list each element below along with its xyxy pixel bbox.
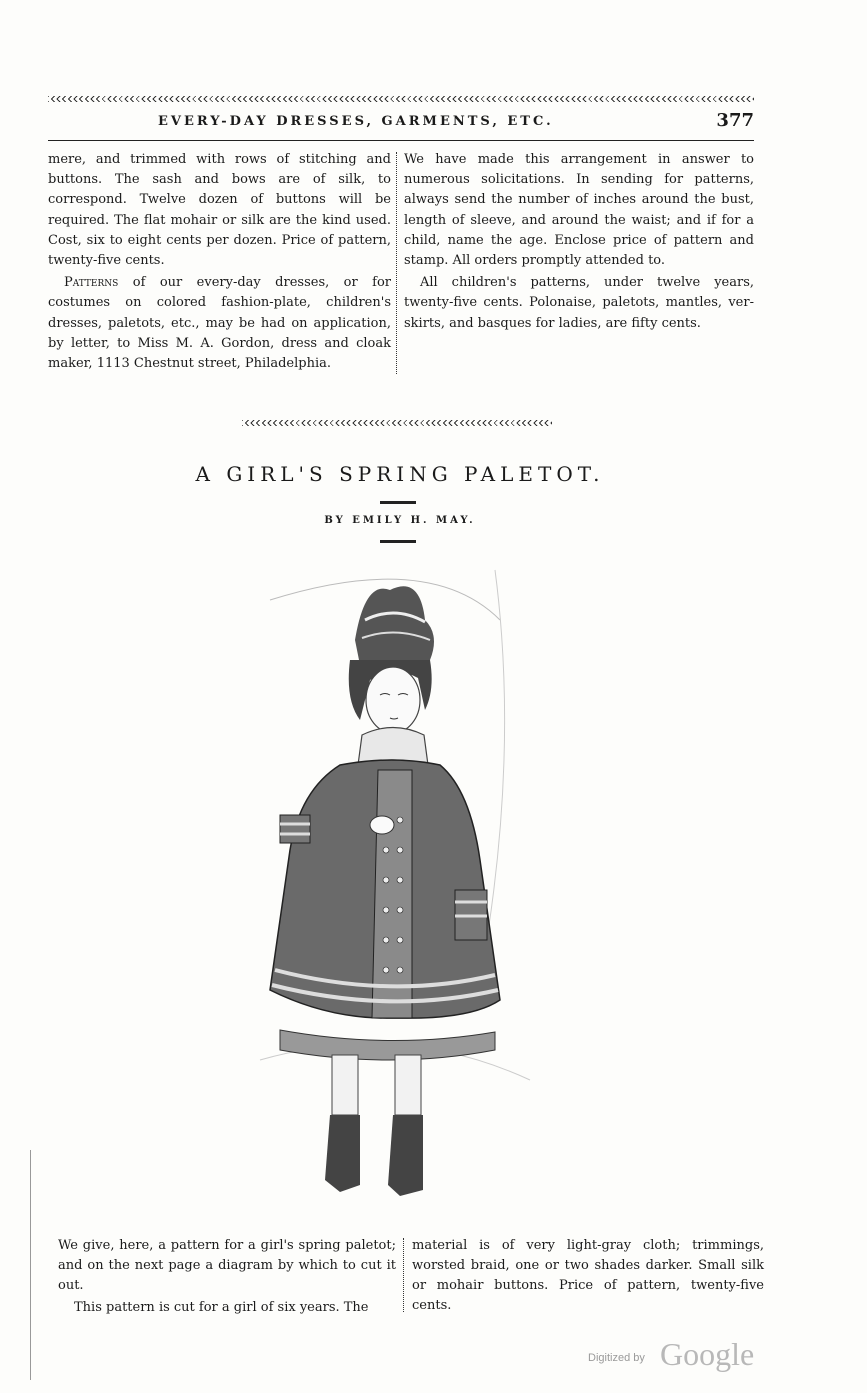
- running-head: [48, 110, 754, 132]
- header-wavy-rule: [48, 96, 754, 102]
- byline: BY EMILY H. MAY.: [324, 515, 476, 526]
- google-watermark: [588, 1336, 768, 1376]
- top-right-paragraph-2: All children's patterns, under twelve years, twenty-five cents. Polonaise, paletots, mantles, ver-skirts, and basques for ladies, are fifty cents.: [404, 275, 754, 331]
- byline-rule: [380, 540, 416, 543]
- engraving-girl-in-paletot-icon: [150, 560, 710, 1210]
- top-left-paragraph-2: [48, 273, 391, 374]
- top-right-paragraph-1: We have made this arrangement in answer to numerous solicitations. In sending for patterns, always send the number of inches around the bust, length of sleeve, and around the waist; and if for a child, name the age. Enclose price of pattern and stamp. All orders promptly attended to.: [404, 152, 754, 269]
- top-left-paragraph-1: mere, and trimmed with rows of stitching and buttons. The sash and bows are of silk, to correspond. Twelve dozen of buttons will be required. The flat mohair or silk are the kind used. Cost, six to eight cents per dozen. Price of pattern, twenty-five cents.: [48, 152, 391, 269]
- title-rule: [380, 501, 416, 504]
- running-head-title: EVERY-DAY DRESSES, GARMENTS, ETC.: [158, 114, 554, 129]
- bottom-left-column: [58, 1236, 396, 1318]
- section-wavy-rule: [242, 420, 552, 426]
- watermark-small-text: Digitized by: [588, 1352, 645, 1364]
- bottom-right-paragraph-1: material is of very light-gray cloth; trimmings, worsted braid, one or two shades darker. Small silk or mohair buttons. Price of pattern, twenty-five cents.: [412, 1238, 764, 1313]
- top-left-column: [48, 150, 391, 374]
- top-left-paragraph-2-text: of our every-day dresses, or for costumes on colored fashion-plate, children's dresses, paletots, etc., may be had on application, by letter, to Miss M. A. Gordon, dress and cloak maker, 1113 Chestnut street, Philadelphia.: [48, 275, 391, 372]
- patterns-lead-word: Patterns: [64, 275, 119, 291]
- column-divider-top: [396, 152, 397, 374]
- bottom-left-paragraph-1: We give, here, a pattern for a girl's spring paletot; and on the next page a diagram by which to cut it out.: [58, 1238, 396, 1293]
- article-title: A GIRL'S SPRING PALETOT.: [195, 462, 605, 486]
- column-divider-bottom: [403, 1238, 404, 1312]
- bottom-right-column: [412, 1236, 764, 1316]
- bottom-left-paragraph-2: This pattern is cut for a girl of six years. The: [74, 1300, 369, 1315]
- top-right-column: [404, 150, 754, 334]
- page-number: 377: [716, 110, 754, 131]
- header-thin-rule: [48, 140, 754, 141]
- margin-line: [30, 1150, 31, 1380]
- watermark-logo-text: Google: [660, 1336, 755, 1372]
